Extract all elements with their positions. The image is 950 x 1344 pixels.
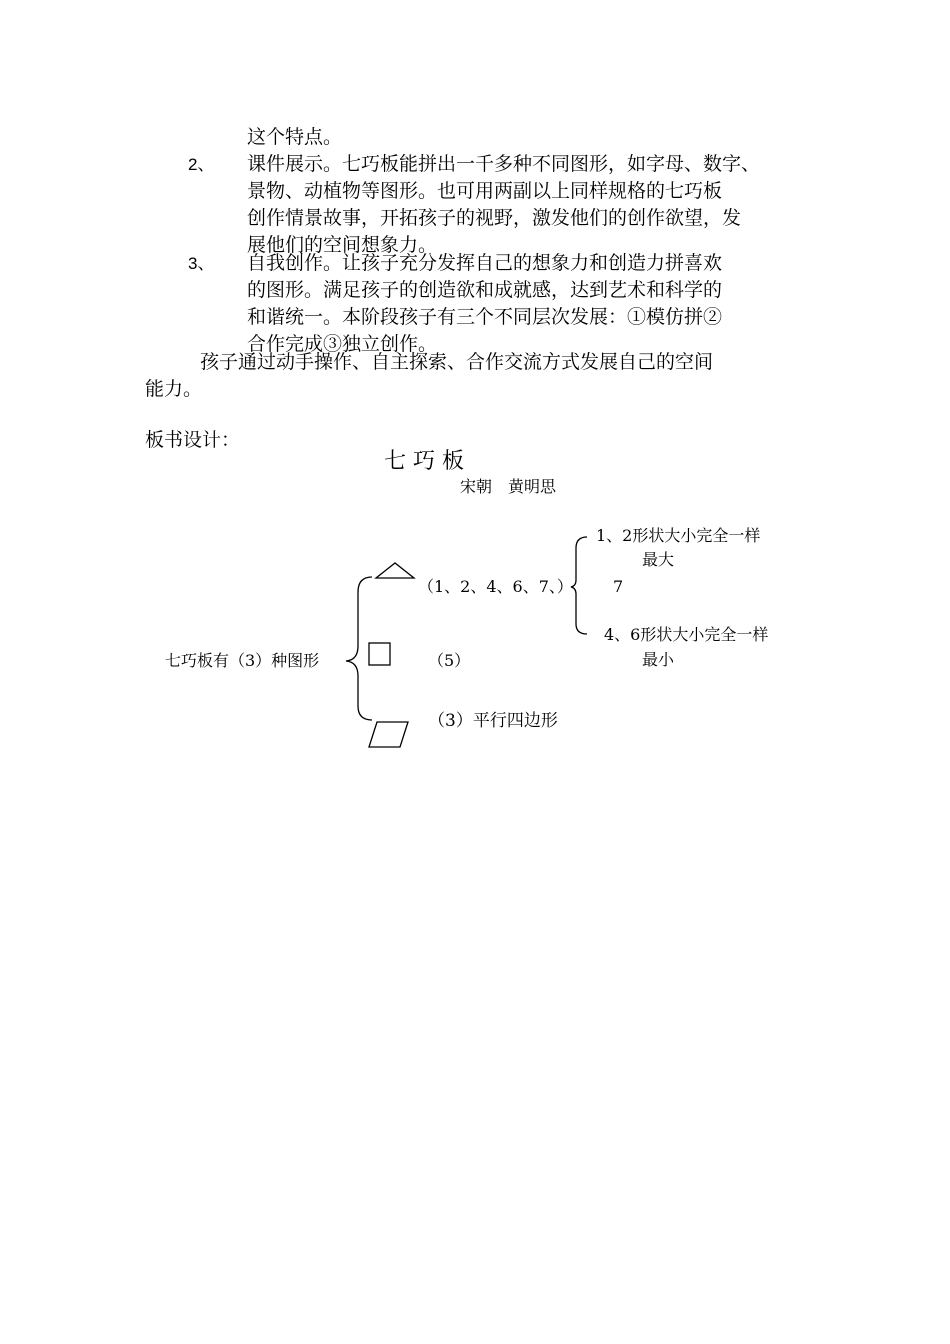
item-3-line-2: 的图形。满足孩子的创造欲和成就感，达到艺术和科学的 [247,279,723,301]
main-brace [346,577,372,720]
item-2-number: 2、 [188,155,215,174]
sub-brace [571,537,587,634]
board-author: 宋朝 黄明思 [460,477,557,496]
item-3-number: 3、 [188,254,215,273]
item-2-line-1: 课件展示。七巧板能拼出一千多种不同图形，如字母、数字、 [247,153,761,175]
square-label: （5） [428,651,471,670]
item-2-line-2: 景物、动植物等图形。也可用两副以上同样规格的七巧板 [247,180,723,202]
summary-line-2: 能力。 [145,378,203,400]
item-3-line-4: 合作完成③独立创作。 [247,333,438,355]
summary-line-1: 孩子通过动手操作、自主探索、合作交流方式发展自己的空间 [200,351,714,373]
sub-top-line-2: 最大 [642,550,675,569]
sub-top-line-1: 1、2形状大小完全一样 [596,526,761,545]
triangle-count: 7 [613,577,624,596]
item-3-line-1: 自我创作。让孩子充分发挥自己的想象力和创造力拼喜欢 [247,252,723,274]
root-label: 七巧板有（3）种图形 [165,651,320,670]
item-2-line-3: 创作情景故事，开拓孩子的视野，激发他们的创作欲望，发 [247,207,742,229]
board-title: 七 巧 板 [384,449,464,474]
parallelogram-icon [369,722,408,747]
triangle-icon [376,563,414,578]
parallelogram-label: （3）平行四边形 [428,711,558,731]
item-2-line-4: 展他们的空间想象力。 [247,234,438,256]
continued-line: 这个特点。 [247,126,343,148]
sub-bottom-line-1: 4、6形状大小完全一样 [604,625,769,644]
board-heading: 板书设计： [145,429,241,451]
square-icon [369,643,390,665]
item-3-line-3: 和谐统一。本阶段孩子有三个不同层次发展：①模仿拼② [247,306,723,328]
sub-bottom-line-2: 最小 [642,650,675,669]
triangle-label: （1、2、4、6、7、） [418,577,573,596]
